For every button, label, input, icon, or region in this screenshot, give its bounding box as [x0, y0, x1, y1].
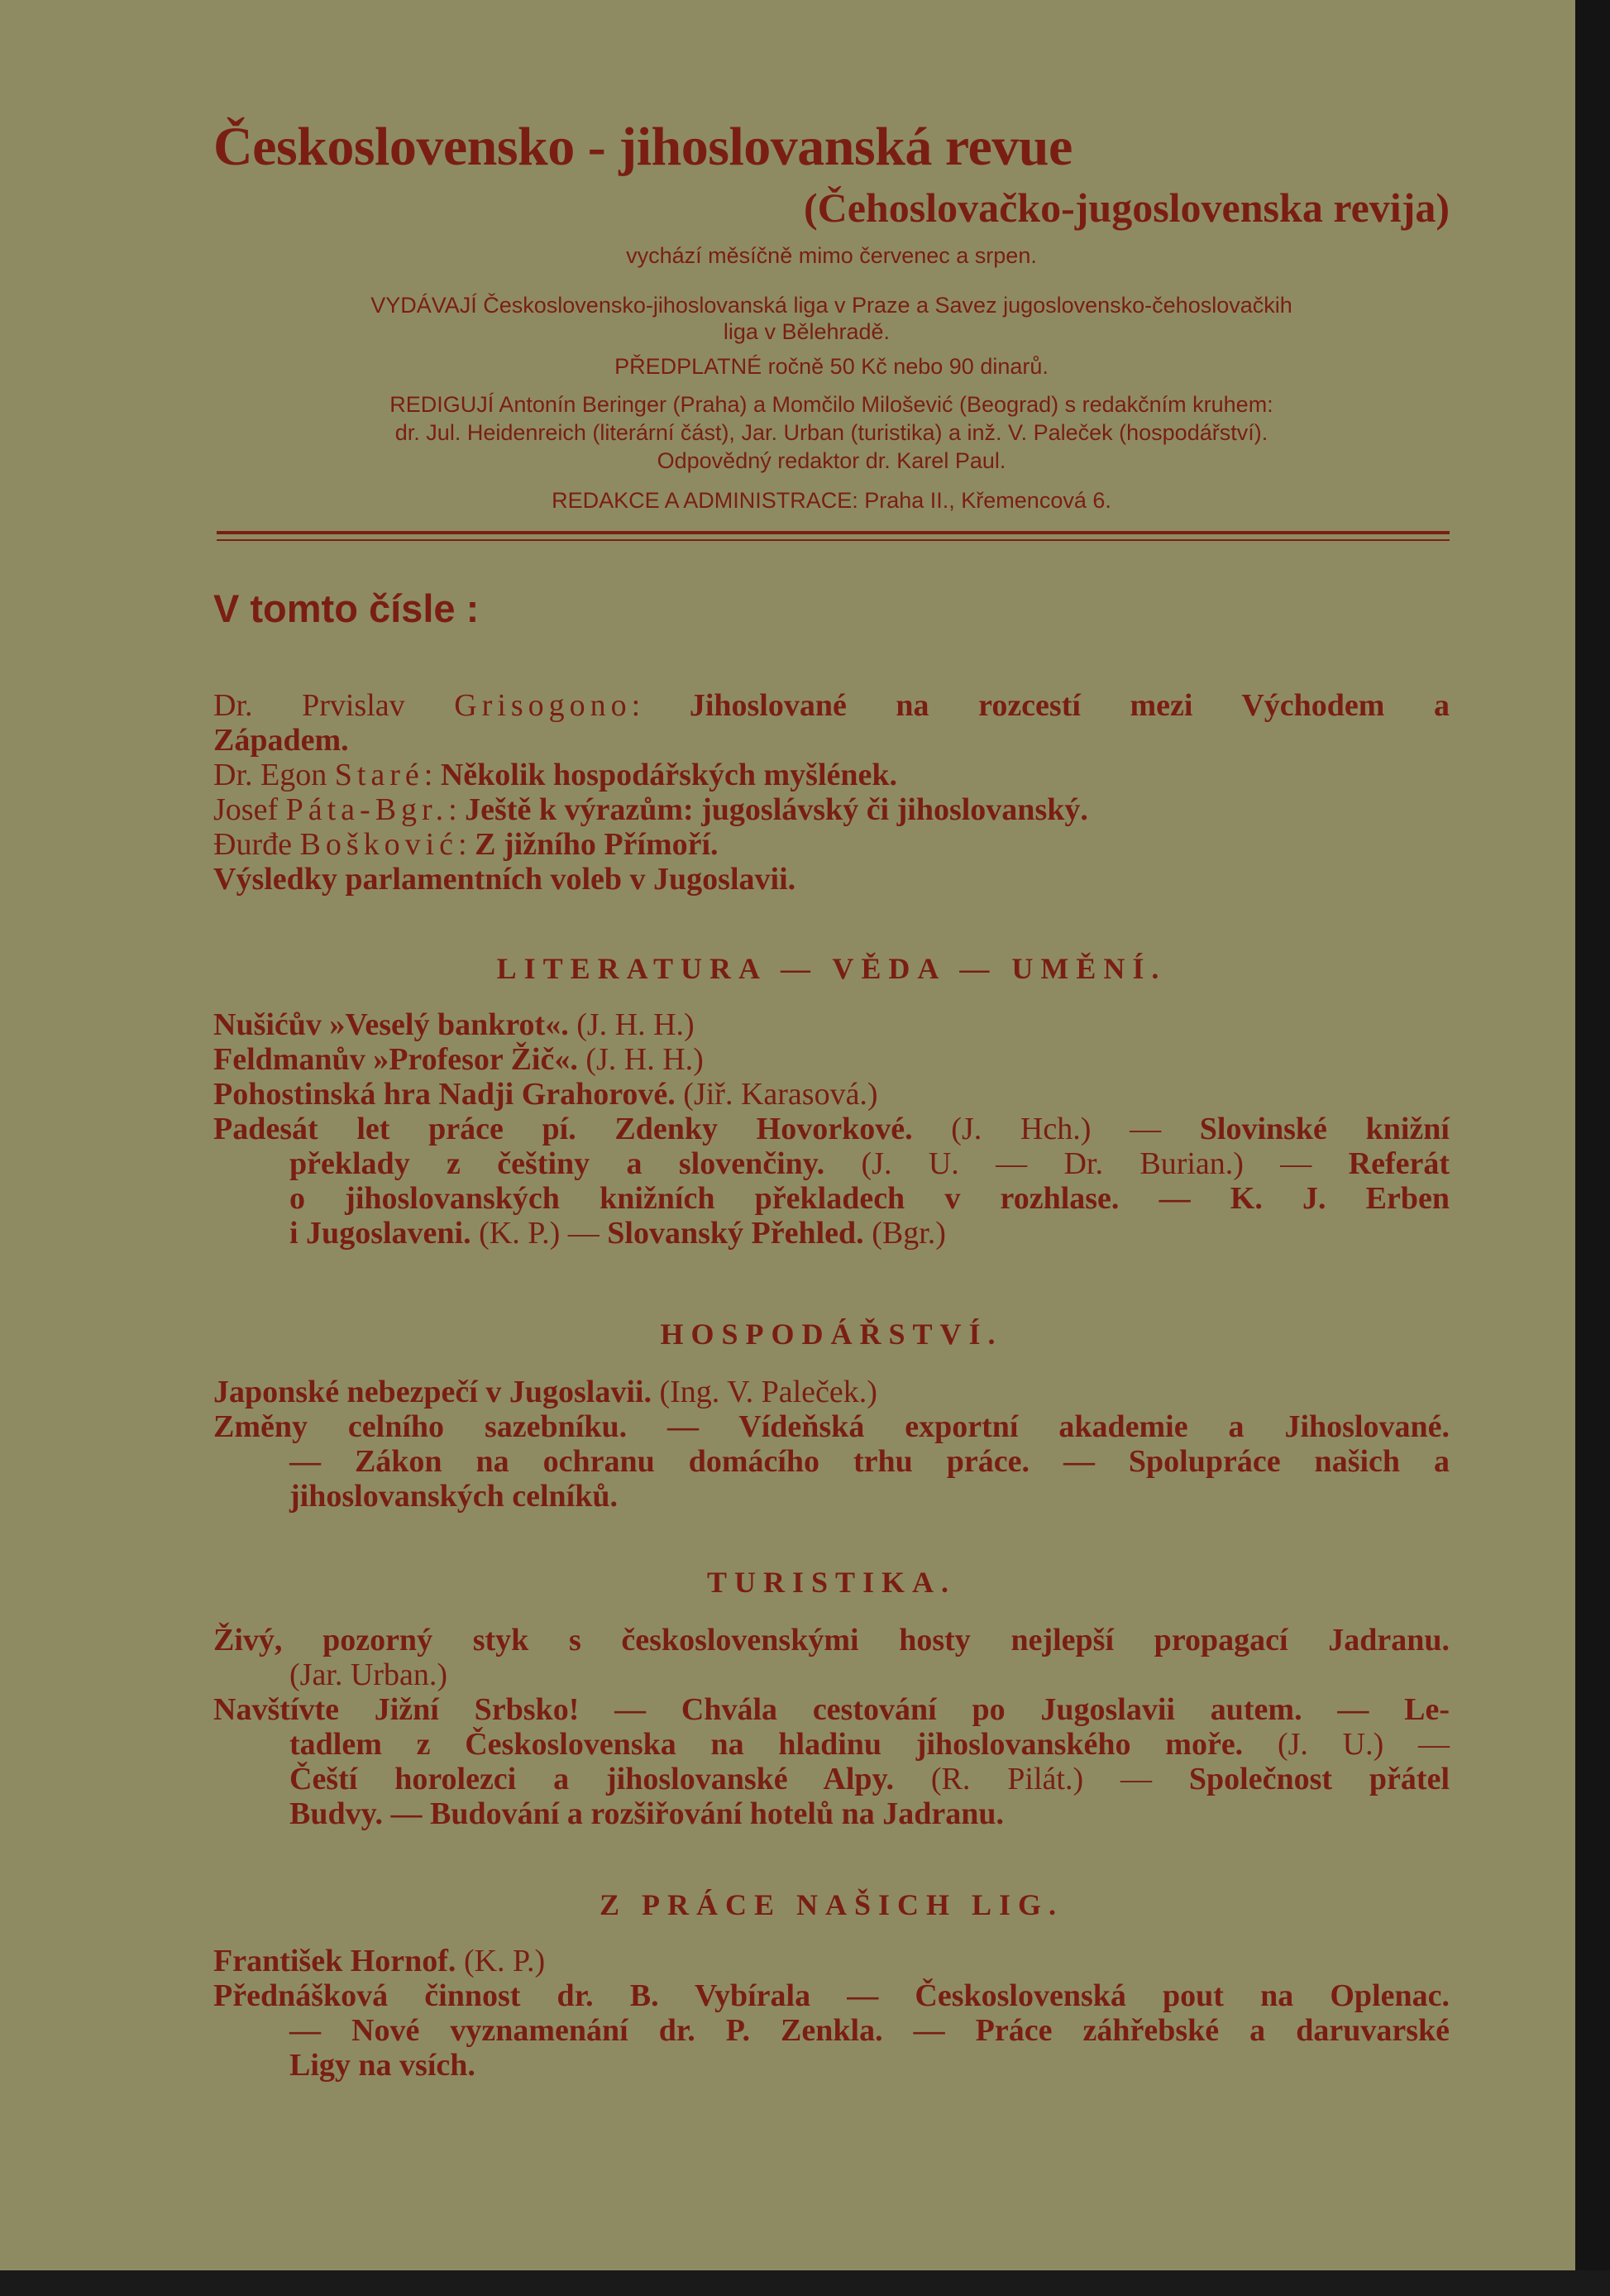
section-heading-ligy: Z PRÁCE NAŠICH LIG.: [599, 1888, 1064, 1921]
article-colon: :: [423, 758, 441, 792]
section-heading-literatura: LITERATURA — VĚDA — UMĚNÍ.: [496, 952, 1167, 985]
entry-title: Společnost přátel: [1188, 1762, 1450, 1796]
masthead-subtitle: (Čehoslovačko-jugoslovenska revija): [803, 184, 1450, 231]
article-author-surname: Bošković: [299, 827, 459, 862]
info-frequency: vychází měsíčně mimo červenec a srpen.: [626, 243, 1037, 268]
entry-hovorkova-l3: o jihoslovanských knižních překladech v rozhlase. — K. J. Erben: [289, 1181, 1450, 1216]
article-title: Z jižního Přímoří.: [475, 827, 719, 862]
entry-hovorkova-l1: [213, 1112, 1450, 1146]
entry-title: Referát: [1348, 1146, 1450, 1181]
entry-zmeny-l2: — Zákon na ochranu domácího trhu práce. — Spolupráce našich a: [289, 1444, 1450, 1479]
entry-title: Padesát let práce pí. Zdenky Hovorkové.: [213, 1112, 913, 1146]
entry-title: překlady z češtiny a slovenčiny.: [289, 1146, 825, 1181]
entry-profesor-zic: [213, 1042, 1450, 1077]
article-title: Ještě k výrazům: jugoslávský či jihoslovanský.: [465, 792, 1088, 827]
entry-author: (K. P.): [456, 1944, 546, 1978]
entry-prednaskova-l2: — Nové vyznamenání dr. P. Zenkla. — Práce záhřebské a daruvarské: [289, 2013, 1450, 2048]
scan-edge-bottom: [0, 2270, 1610, 2296]
article-colon: :: [448, 792, 466, 827]
entry-zmeny-l3: jihoslovanských celníků.: [289, 1479, 618, 1514]
entry-title: Slovanský Přehled.: [607, 1216, 864, 1251]
entry-author: (J. U.) —: [1243, 1727, 1450, 1762]
entry-author: (K. P.) —: [471, 1216, 608, 1251]
info-responsible: Odpovědný redaktor dr. Karel Paul.: [657, 448, 1006, 473]
section-hospodarstvi: [213, 1375, 1450, 1514]
entry-author: (Ing. V. Paleček.): [651, 1375, 877, 1409]
article-author-first: Dr. Prvislav: [213, 688, 455, 723]
article-3: [213, 792, 1450, 827]
article-title: Jihoslované na rozcestí mezi Východem a: [689, 688, 1450, 723]
section-ligy: [213, 1944, 1450, 2083]
info-subscription: PŘEDPLATNÉ ročně 50 Kč nebo 90 dinarů.: [614, 354, 1049, 379]
contents-heading: V tomto čísle :: [213, 586, 480, 630]
info-publishers-1: VYDÁVAJÍ Československo-jihoslovanská liga v Praze a Savez jugoslovensko-čehoslovačkih: [370, 293, 1292, 318]
entry-zivy-styk-l2: (Jar. Urban.): [289, 1657, 447, 1692]
main-articles: [213, 688, 1450, 897]
entry-grahorova: [213, 1077, 1450, 1112]
entry-title: Pohostinská hra Nadji Grahorové.: [213, 1077, 676, 1112]
info-address: REDAKCE A ADMINISTRACE: Praha II., Křemencová 6.: [552, 488, 1111, 513]
rule-thick: [217, 531, 1450, 534]
section-heading-hospodarstvi: HOSPODÁŘSTVÍ.: [660, 1318, 1003, 1351]
entry-title: Nušićův »Veselý bankrot«.: [213, 1007, 569, 1042]
article-2: [213, 758, 1450, 792]
entry-title: Slovinské knižní: [1199, 1112, 1450, 1146]
entry-navstivte-l1: Navštívte Jižní Srbsko! — Chvála cestování po Jugoslavii autem. — Le-: [213, 1692, 1450, 1727]
entry-hornof: [213, 1944, 1450, 1978]
entry-hovorkova-l4: [213, 1216, 1450, 1251]
info-editors-1: REDIGUJÍ Antonín Beringer (Praha) a Momčilo Milošević (Beograd) s redakčním kruhem:: [389, 392, 1273, 417]
rule-thin: [217, 539, 1450, 541]
entry-author: (Bgr.): [863, 1216, 946, 1251]
article-4: [213, 827, 1450, 862]
article-title: Několik hospodářských myšlének.: [440, 758, 898, 792]
entry-veselý-bankrot: [213, 1007, 1450, 1042]
entry-navstivte-l2: [213, 1727, 1450, 1762]
entry-author: (J. U. — Dr. Burian.) —: [824, 1146, 1349, 1181]
article-1-cont: Západem.: [213, 723, 349, 758]
entry-hovorkova-l2: [213, 1146, 1450, 1181]
entry-author: (Jiř. Karasová.): [675, 1077, 878, 1112]
entry-prednaskova-l1: Přednášková činnost dr. B. Vybírala — Československá pout na Oplenac.: [213, 1978, 1450, 2013]
info-editors-2: dr. Jul. Heidenreich (literární část), Jar. Urban (turistika) a inž. V. Paleček (hospodářství).: [394, 420, 1268, 445]
entry-author: (J. H. H.): [577, 1042, 704, 1077]
entry-author: (J. Hch.) —: [912, 1112, 1200, 1146]
masthead-title: Československo - jihoslovanská revue: [213, 117, 1073, 177]
article-author-surname: Grisogono: [454, 688, 632, 723]
section-turistika: [213, 1623, 1450, 1831]
entry-title: Japonské nebezpečí v Jugoslavii.: [213, 1375, 652, 1409]
entry-title: i Jugoslaveni.: [289, 1216, 471, 1251]
entry-navstivte-l4: Budvy. — Budování a rozšiřování hotelů na Jadranu.: [289, 1796, 1005, 1831]
entry-navstivte-l3: [213, 1762, 1450, 1796]
article-author-first: Dr. Egon: [213, 758, 335, 792]
entry-zivy-styk-l1: Živý, pozorný styk s československými hosty nejlepší propagací Jadranu.: [213, 1623, 1450, 1657]
article-colon: :: [458, 827, 475, 862]
entry-author: (J. H. H.): [568, 1007, 695, 1042]
entry-title: František Hornof.: [213, 1944, 456, 1978]
article-1: [213, 688, 1450, 723]
article-author-first: Đurđe: [213, 827, 300, 862]
article-5: Výsledky parlamentních voleb v Jugoslavii.: [213, 862, 796, 897]
article-colon: :: [631, 688, 690, 723]
article-author-surname: Páta-Bgr.: [285, 792, 449, 827]
article-author-surname: Staré: [334, 758, 424, 792]
entry-author: (R. Pilát.) —: [893, 1762, 1189, 1796]
entry-title: tadlem z Československa na hladinu jihoslovanského moře.: [289, 1727, 1244, 1762]
article-author-first: Josef: [213, 792, 286, 827]
section-heading-turistika: TURISTIKA.: [706, 1566, 957, 1599]
entry-title: Feldmanův »Profesor Žič«.: [213, 1042, 578, 1077]
entry-zmeny-l1: Změny celního sazebníku. — Vídeňská exportní akademie a Jihoslované.: [213, 1409, 1450, 1444]
section-literatura: [213, 1007, 1450, 1251]
info-publishers-2: liga v Bělehradě.: [723, 319, 891, 344]
entry-japonske-nebezpeci: [213, 1375, 1450, 1409]
entry-title: Čeští horolezci a jihoslovanské Alpy.: [289, 1762, 894, 1796]
scan-edge-right: [1575, 0, 1610, 2296]
entry-prednaskova-l3: Ligy na vsích.: [289, 2048, 475, 2083]
